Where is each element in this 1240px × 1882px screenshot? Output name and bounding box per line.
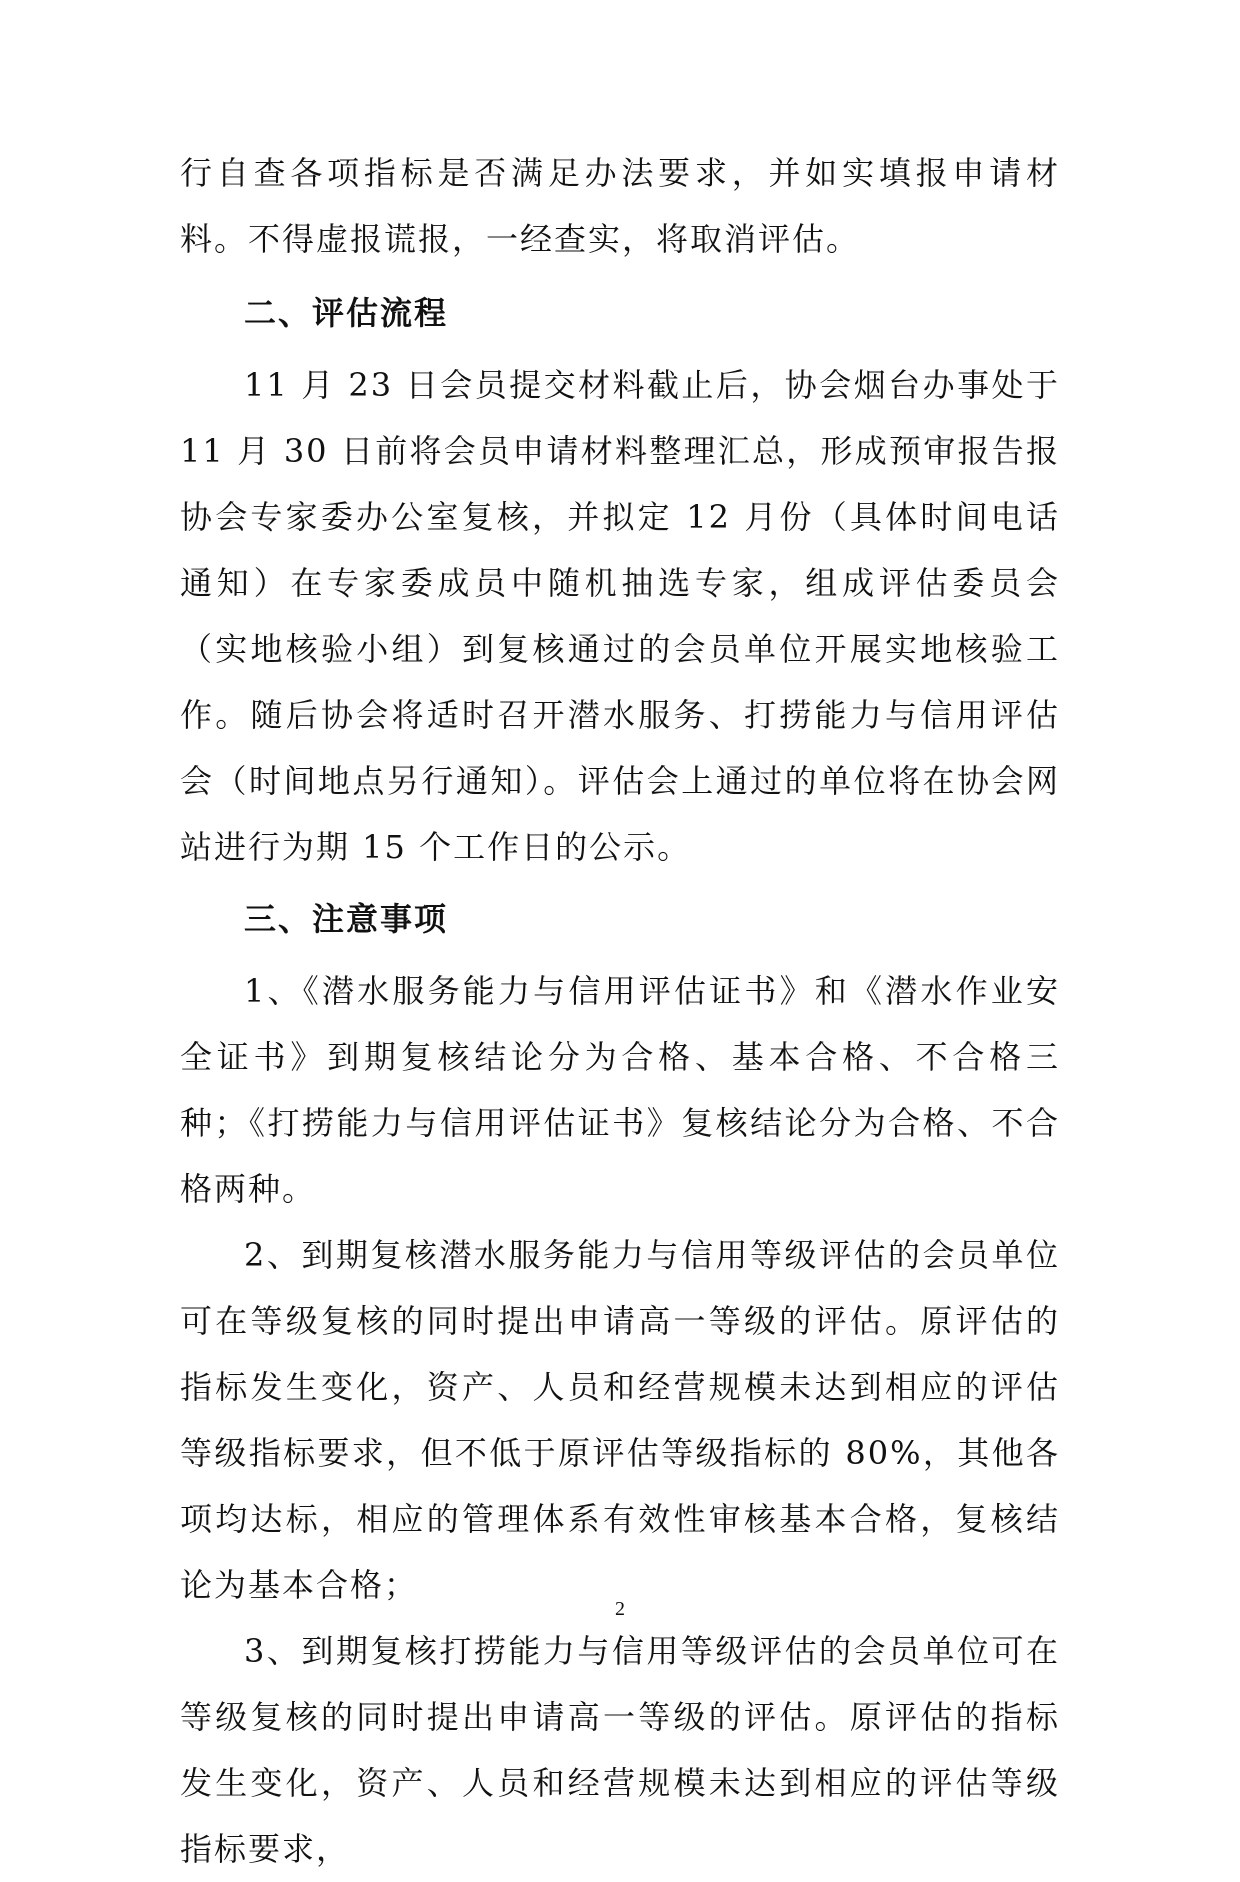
paragraph-process: 11 月 23 日会员提交材料截止后，协会烟台办事处于 11 月 30 日前将会员申请材料整理汇总，形成预审报告报协会专家委办公室复核，并拟定 12 月份（具体时间电话通知）在专家委成员中随机抽选专家，组成评估委员会（实地核验小组）到复核通过的会员单位开展实地核验工作。随后协会将适时召开潜水服务、打捞能力与信用评估会（时间地点另行通知）。评估会上通过的单位将在协会网站进行为期 15 个工作日的公示。 <box>180 366 1060 866</box>
heading-notes: 三、注意事项 <box>244 900 449 938</box>
paragraph-note-2: 2、到期复核潜水服务能力与信用等级评估的会员单位可在等级复核的同时提出申请高一等级的评估。原评估的指标发生变化，资产、人员和经营规模未达到相应的评估等级指标要求，但不低于原评估等级指标的 80%，其他各项均达标，相应的管理体系有效性审核基本合格，复核结论为基本合格； <box>180 1236 1060 1604</box>
paragraph-note-3: 3、到期复核打捞能力与信用等级评估的会员单位可在等级复核的同时提出申请高一等级的评估。原评估的指标发生变化，资产、人员和经营规模未达到相应的评估等级指标要求， <box>180 1632 1060 1868</box>
paragraph-self-check: 行自查各项指标是否满足办法要求，并如实填报申请材料。不得虚报谎报，一经查实，将取消评估。 <box>180 154 1060 258</box>
paragraph-note-1: 1、《潜水服务能力与信用评估证书》和《潜水作业安全证书》到期复核结论分为合格、基本合格、不合格三种；《打捞能力与信用评估证书》复核结论分为合格、不合格两种。 <box>180 972 1060 1208</box>
heading-evaluation-process: 二、评估流程 <box>244 294 449 332</box>
page-number: 2 <box>615 1598 625 1620</box>
